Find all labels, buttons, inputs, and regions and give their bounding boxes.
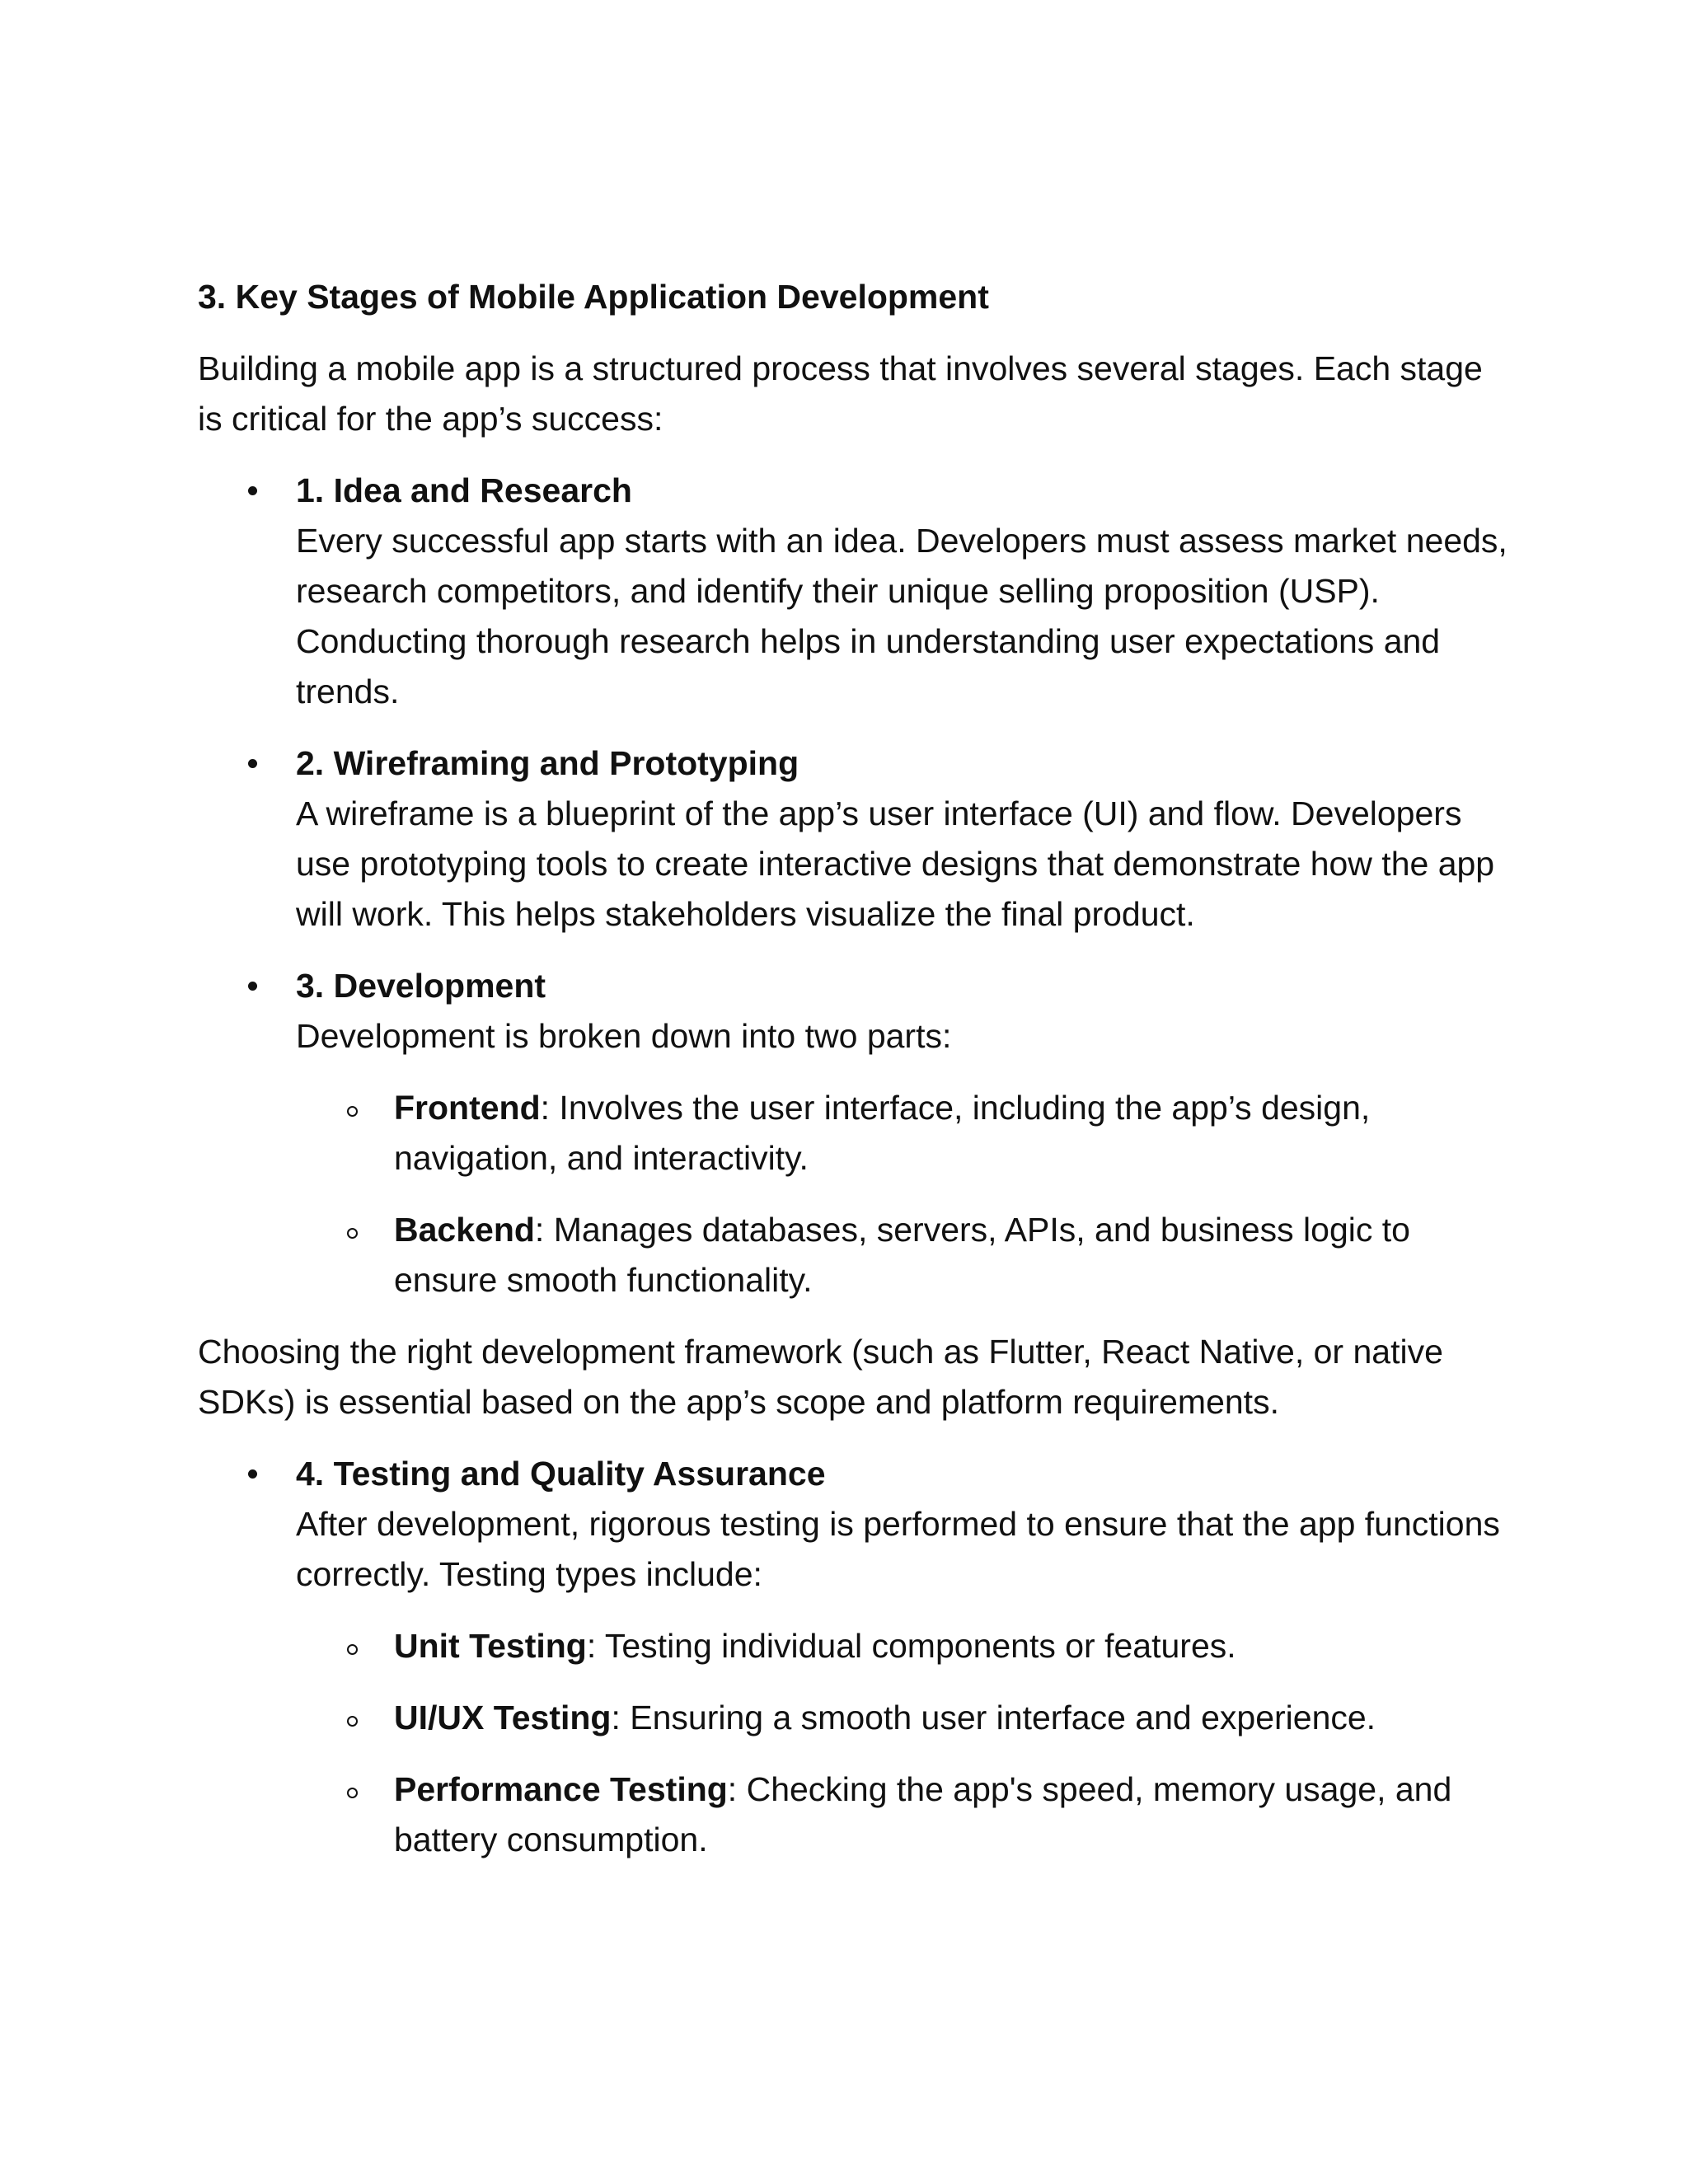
stage-description: After development, rigorous testing is performed to ensure that the app functions correctly. Testing types include: <box>296 1505 1500 1593</box>
sub-item-text: : Manages databases, servers, APIs, and business logic to ensure smooth functionality. <box>394 1211 1410 1299</box>
sub-item-text: : Checking the app's speed, memory usage, and battery consumption. <box>394 1770 1452 1858</box>
sub-item-performance-testing <box>394 1765 1508 1865</box>
stage-item-wireframing <box>296 738 1508 940</box>
hollow-bullet-icon <box>347 1644 358 1655</box>
section-heading: 3. Key Stages of Mobile Application Development <box>198 278 989 316</box>
stage-item-testing <box>296 1449 1508 1865</box>
sub-item-text: : Testing individual components or features. <box>586 1627 1236 1665</box>
stage-title: 3. Development <box>296 967 546 1005</box>
bullet-icon <box>248 982 257 991</box>
stage-description: Every successful app starts with an idea. Developers must assess market needs, research competitors, and identify their unique selling proposition (USP). Conducting thorough research helps in understanding user expectations and trends. <box>296 522 1507 710</box>
sub-item-text: : Involves the user interface, including the app’s design, navigation, and interactivity. <box>394 1089 1371 1177</box>
stage-description: Development is broken down into two parts: <box>296 1017 952 1055</box>
stage-title: 2. Wireframing and Prototyping <box>296 744 799 782</box>
sub-item-unit-testing <box>394 1621 1508 1671</box>
stage-item-idea <box>296 466 1508 717</box>
hollow-bullet-icon <box>347 1716 358 1727</box>
bullet-icon <box>248 759 257 768</box>
hollow-bullet-icon <box>347 1106 358 1117</box>
stages-list-1 <box>198 466 1508 1305</box>
sub-item-term: Frontend <box>394 1089 541 1127</box>
sub-item-term: UI/UX Testing <box>394 1699 612 1736</box>
testing-types-list <box>296 1621 1508 1865</box>
bullet-icon <box>248 1469 257 1479</box>
stages-list-2 <box>198 1449 1508 1865</box>
sub-item-uiux-testing <box>394 1693 1508 1743</box>
stage-description: A wireframe is a blueprint of the app’s user interface (UI) and flow. Developers use prototyping tools to create interactive designs that demonstrate how the app will work. This helps stakeholders visualize the final product. <box>296 794 1495 933</box>
stage-title: 1. Idea and Research <box>296 471 632 509</box>
sub-item-text: : Ensuring a smooth user interface and experience. <box>611 1699 1376 1736</box>
development-parts-list <box>296 1083 1508 1305</box>
sub-item-term: Performance Testing <box>394 1770 728 1808</box>
document-content <box>198 272 1508 1886</box>
framework-paragraph: Choosing the right development framework (such as Flutter, React Native, or native SDKs) is essential based on the app’s scope and platform requirements. <box>198 1333 1443 1421</box>
stage-item-development <box>296 961 1508 1305</box>
sub-item-term: Unit Testing <box>394 1627 587 1665</box>
intro-paragraph: Building a mobile app is a structured process that involves several stages. Each stage is critical for the app’s success: <box>198 349 1483 438</box>
sub-item-backend <box>394 1205 1508 1305</box>
sub-item-term: Backend <box>394 1211 535 1249</box>
bullet-icon <box>248 486 257 495</box>
hollow-bullet-icon <box>347 1228 358 1239</box>
hollow-bullet-icon <box>347 1788 358 1798</box>
sub-item-frontend <box>394 1083 1508 1183</box>
stage-title: 4. Testing and Quality Assurance <box>296 1455 826 1493</box>
